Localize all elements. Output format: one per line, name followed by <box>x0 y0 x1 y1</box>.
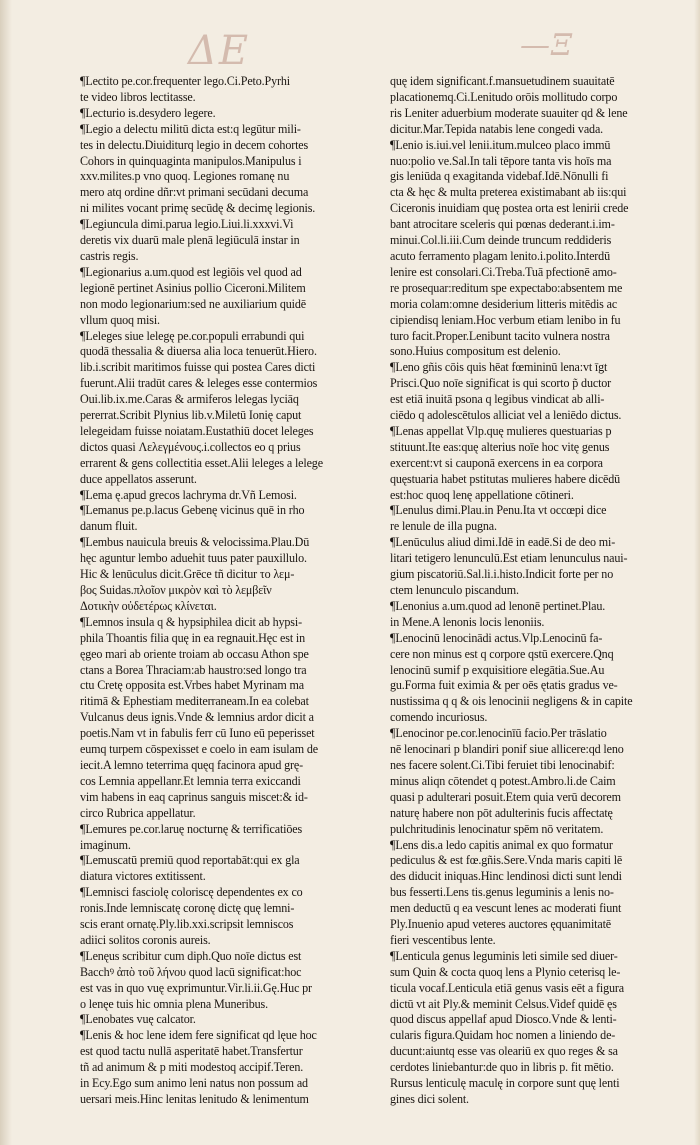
text-line: quodā thessalia & diuersa alia loca tenuerūt.Hiero. <box>80 344 317 359</box>
text-line: ¶Leno gñis cōis quis hēat fœmininū lena:vt īgt <box>390 360 608 375</box>
text-line: ¶Lenas appellat Vlp.quę mulieres questuarias p <box>390 423 612 438</box>
text-line: deretis vix duarū male plenā legiūculā instar in <box>80 233 300 248</box>
text-line: Ply.Inuenio apud veteres auctores ęquanimitatē <box>390 917 612 932</box>
text-line: ¶Lembus nauicula breuis & velocissima.Plau.Dū <box>80 535 310 550</box>
text-line: ęgeo mari ab oriente troiam ab occasu Athon spe <box>80 646 309 661</box>
text-line: stituunt.Ite eas:quę alterius noīe hoc vitę genus <box>390 439 610 454</box>
text-line: Hic & lenūculus dicit.Grēce tñ dicitur το λεμ- <box>80 567 295 582</box>
text-line: exercent:vt si cauponā exercens in ea corpora <box>390 455 603 470</box>
text-line: minus aliqn cōtendet q potest.Ambro.li.de Caim <box>390 773 616 788</box>
text-line: sum Quin & cocta quoq lens a Plynio ceterisq le- <box>390 964 621 979</box>
text-line: mero atq ordine dñr:vt primani secūdani decuma <box>80 185 309 200</box>
text-line: adiici solitos coronis aureis. <box>80 932 211 947</box>
text-line: Bacchꝰ ἀπὸ τοῦ λήνου quod lacū significat:hoc <box>80 964 302 979</box>
text-line: Rursus lenticulę maculę in corpore sunt quę lenti <box>390 1076 620 1091</box>
text-line: fuerunt.Alii tradūt cares & leleges esse contermios <box>80 376 318 391</box>
text-line: ¶Lemanus pe.p.lacus Gebenę vicinus quē in rho <box>80 503 305 518</box>
text-line: est:hoc quoq lenę appellatione cōtineri. <box>390 487 574 502</box>
text-line: ¶Lenis & hoc lene idem fere significat qd lęue hoc <box>80 1028 317 1043</box>
text-line: cularis figura.Quidam hoc nomen a liniendo de- <box>390 1028 616 1043</box>
text-line: cta & hęc & multa preterea existimabant ab iis:qui <box>390 185 627 200</box>
text-line: naturę habere non pōt adulterinis fucis affectatę <box>390 805 613 820</box>
text-line: ¶Lenonius a.um.quod ad lenonē pertinet.Plau. <box>390 598 606 613</box>
text-line: quasi p adulterari posuit.Etem quia verū decorem <box>390 789 621 804</box>
text-line: sono.Huius compositum est delenio. <box>390 344 561 359</box>
text-line: ¶Lenocinor pe.cor.lenocinīū facio.Per trāslatio <box>390 726 607 741</box>
text-line: phila Thoantis filia quę in ea regnauit.Hęc est in <box>80 630 306 645</box>
text-line: minui.Col.li.iii.Cum deinde truncum reddideris <box>390 233 612 248</box>
text-line: ronis.Inde lemniscatę coronę dictę quę lemni- <box>80 901 295 916</box>
text-line: Ciceronis inuidiam quę postea orta est lenirii crede <box>390 201 629 216</box>
text-line: ¶Lenęus scribitur cum diph.Quo noīe dictus est <box>80 948 302 963</box>
page-gutter-shadow <box>0 0 12 1145</box>
text-line: ctans a Borea Thraciam:ab haustro:sed longo tra <box>80 662 307 677</box>
text-line: re lenule de illa pugna. <box>390 519 497 534</box>
text-line: acuto ferramento plagam lenito.i.polito.Interdū <box>390 248 610 263</box>
text-line: lelegeidam fuisse noiatam.Eustathiū docet leleges <box>80 423 314 438</box>
text-line: lenire est consolari.Ci.Treba.Tuā pfectionē amo- <box>390 264 617 279</box>
text-line: est vas in quo vuę exprimuntur.Vir.li.ii.Gę.Huc pr <box>80 980 312 995</box>
text-line: scis erant ornatę.Ply.lib.xxi.scripsit lemniscos <box>80 917 294 932</box>
text-line: ¶Lenulus dimi.Plau.in Penu.Ita vt occœpi dice <box>390 503 607 518</box>
text-line: eumq turpem cōspexisset e coelo in eam isulam de <box>80 742 318 757</box>
text-line: nuo:polio ve.Sal.In tali tēpore tanta vis hoīs ma <box>390 153 612 168</box>
text-line: cere non minus est q corpore qstū exercere.Qnq <box>390 646 614 661</box>
text-line: ¶Lemuscatū premiū quod reportabāt:qui ex gla <box>80 853 300 868</box>
text-line: moria colam:omne desiderium litteris mitēdis ac <box>390 296 618 311</box>
text-line: lib.i.scribit maritimos fuisse qui postea Cares dicti <box>80 360 316 375</box>
text-line: Cohors in quinquaginta manipulos.Manipulus i <box>80 153 302 168</box>
text-line: ¶Lenobates vuę calcator. <box>80 1012 196 1027</box>
page-edge <box>694 0 700 1145</box>
text-line: in Ecy.Ego sum animo leni natus non possum ad <box>80 1076 308 1091</box>
text-line: cipiendisq leniam.Hoc verbum etiam lenibo in fu <box>390 312 621 327</box>
text-line: te video libros lectitasse. <box>80 89 196 104</box>
text-line: comendo incuriosus. <box>390 710 488 725</box>
text-line: xxv.milites.p vno quoq. Legiones romanę nu <box>80 169 290 184</box>
text-line: ¶Lenocinū lenocinādi actus.Vlp.Lenocinū fa- <box>390 630 603 645</box>
text-line: legionē pertinet Asinius pollio Ciceroni.Militem <box>80 280 306 295</box>
text-line: ¶Lectito pe.cor.frequenter lego.Ci.Peto.Pyrhi <box>80 74 290 88</box>
text-line: ciēdo q adolescētulos alliciat vel a leniēdo dictus. <box>390 408 622 423</box>
text-line: danum fluit. <box>80 519 138 534</box>
text-line: ¶Lenūculus aliud dimi.Idē in eadē.Si de deo mi- <box>390 535 616 550</box>
text-line: bus fesserti.Lens tis.genus leguminis a lenis no- <box>390 885 614 900</box>
text-line: re prosequar:reditum spe expectabo:absentem me <box>390 280 623 295</box>
text-line: castris regis. <box>80 248 139 263</box>
text-line: turo facit.Proper.Lenibunt tacito vulnera nostra <box>390 328 610 343</box>
text-line: placationemq.Ci.Lenitudo orōis mollitudo corpo <box>390 89 618 104</box>
text-line: ¶Legionarius a.um.quod est legiōis vel quod ad <box>80 264 302 279</box>
text-line: ¶Lenticula genus leguminis leti simile sed diuer- <box>390 948 618 963</box>
text-line: tñ ad animum & p miti modestoq accipif.Teren. <box>80 1060 304 1075</box>
text-line: men deductū q ea vescunt lenes ac moderati fiunt <box>390 901 622 916</box>
text-line: quęstuaria habet pstitutas mulieres habere dicēdū <box>390 471 621 486</box>
text-line: Δοτικὴν οὐδετέρως κλίνεται. <box>80 598 217 613</box>
text-line: ¶Legio a delectu militū dicta est:q legūtur mili- <box>80 121 301 136</box>
text-line: ¶Lecturio is.desydero legere. <box>80 105 216 120</box>
text-line: Prisci.Quo noīe significat is qui scorto p̃ ductor <box>390 376 612 391</box>
text-line: circo Rubrica appellatur. <box>80 805 196 820</box>
text-line: cerdotes liniebantur:de quo in libris p. fit mētio. <box>390 1060 614 1075</box>
text-line: pediculus & est fœ.gñis.Sere.Vnda maris capiti lē <box>390 853 623 868</box>
text-line: non modo legionarium:sed ne auxiliarium quidē <box>80 296 307 311</box>
right-text-column <box>390 74 678 1108</box>
text-line: ris Leniter aduerbium moderate suauiter qd & lene <box>390 105 628 120</box>
text-line: duce appellatos asserunt. <box>80 471 197 486</box>
text-line: in Mene.A lenonis locis lenoniis. <box>390 614 545 629</box>
text-line: ticula vocaf.Lenticula etiā genus vasis eēt a figura <box>390 980 624 995</box>
text-line: ¶Leleges siue lelegę pe.cor.populi errabundi qui <box>80 328 305 343</box>
text-line: quod discus appellaf apud Diosco.Vnde & lenti- <box>390 1012 617 1027</box>
text-line: imaginum. <box>80 837 131 852</box>
text-line: ¶Lemnisci fasciolę coloriscę dependentes ex co <box>80 885 303 900</box>
foliation-mark-left: ΔE <box>188 28 251 74</box>
text-line: nes facere solent.Ci.Tibi feruiet tibi lenocinabif: <box>390 757 615 772</box>
text-line: des diducit iniquas.Hinc lendinosi dicti sunt lendi <box>390 869 622 884</box>
foliation-mark-right: —Ξ <box>520 28 574 63</box>
text-line: hęc aguntur lembo aduehit tuus pater pauxillulo. <box>80 551 307 566</box>
text-line: gium piscatoriū.Sal.li.i.histo.Indicit forte per no <box>390 567 614 582</box>
text-line: nē lenocinari p blandiri ponif siue allicere:qd leno <box>390 742 624 757</box>
text-line: pulchritudinis lenocinatur spēm nō veritatem. <box>390 821 604 836</box>
text-line: Vulcanus deus ignis.Vnde & lemnius ardor dicit a <box>80 710 314 725</box>
text-line: ducunt:aiuntq esse vas oleariū ex quo reges & sa <box>390 1044 618 1059</box>
text-line: gis leniūda q exagitanda videbaf.Idē.Nōnulli fi <box>390 169 609 184</box>
text-line: ¶Lens dis.a ledo capitis animal ex quo formatur <box>390 837 613 852</box>
text-line: dictos quasi Λελεγμένους.i.collectos eo q prius <box>80 439 301 454</box>
text-line: fieri vescentibus lente. <box>390 932 496 947</box>
text-line: errarent & gens collectitia esset.Alii leleges a lelege <box>80 455 323 470</box>
text-line: ¶Lemnos insula q & hypsiphilea dicit ab hypsi- <box>80 614 302 629</box>
text-line: ctu Cretę opposita est.Vrbes habet Myrinam ma <box>80 678 304 693</box>
text-line: vim habens in eaq caprinus sanguis miscet:& id- <box>80 789 308 804</box>
text-line: dicitur.Mar.Tepida natabis lene congedi vada. <box>390 121 604 136</box>
text-line: est quod tactu nullā asperitatē habet.Transfertur <box>80 1044 303 1059</box>
text-line: vllum quoq misi. <box>80 312 160 327</box>
text-line: gu.Forma fuit eximia & per oēs ętatis gradus ve- <box>390 678 618 693</box>
text-line: o lenęe tuis hic omnia plena Muneribus. <box>80 996 268 1011</box>
text-line: iecit.A lemno teterrima quęq facinora apud grę- <box>80 757 303 772</box>
text-line: poetis.Nam vt in fabulis ferr cū Iuno eū peperisset <box>80 726 315 741</box>
text-line: ritimā & Ephestiam mediterraneam.In ea colebat <box>80 694 309 709</box>
text-line: βος Suidas.πλοῖον μικρὸν καὶ τὸ λεμβεῖν <box>80 583 272 597</box>
text-line: uersari meis.Hinc lenitas lenitudo & lenimentum <box>80 1092 309 1106</box>
text-line: Oui.lib.ix.me.Caras & armiferos lelegas lyciāq <box>80 392 299 407</box>
left-text-column <box>80 74 370 1108</box>
text-line: lenocinū sumif p exquisitiore elegātia.Sue.Au <box>390 662 605 677</box>
text-line: dictū vt ait Ply.& meminit Celsus.Videf quidē ęs <box>390 996 617 1011</box>
text-line: ¶Lenio is.iui.vel lenii.itum.mulceo placo immū <box>390 137 611 152</box>
text-line: ctem lenunculo piscandum. <box>390 583 519 597</box>
text-line: gines dici solent. <box>390 1092 469 1106</box>
text-line: ¶Lema ę.apud grecos lachryma dr.Vñ Lemosi. <box>80 487 297 502</box>
text-line: diatura victores extitissent. <box>80 869 206 884</box>
text-line: est etiā inuitā psona q legibus vindicat ab alli- <box>390 392 605 407</box>
text-line: litari tetigero lenunculū.Est etiam lenunculus naui- <box>390 551 628 566</box>
text-line: ni milites vocant primę secūdę & decimę legionis. <box>80 201 316 216</box>
text-line: tes in delectu.Diuiditurq legio in decem cohortes <box>80 137 309 152</box>
text-line: quę idem significant.f.mansuetudinem suauitatē <box>390 74 615 88</box>
text-line: cos Lemnia appellanr.Et lemnia terra exiccandi <box>80 773 301 788</box>
text-line: ¶Lemures pe.cor.laruę nocturnę & terrificatiōes <box>80 821 303 836</box>
text-line: ¶Legiuncula dimi.parua legio.Liui.li.xxxvi.Vi <box>80 217 294 232</box>
text-line: nustissima q q & ois lenocinii negligens & in capite <box>390 694 633 709</box>
text-line: pererrat.Scribit Plynius lib.v.Miletū Ionię caput <box>80 408 302 423</box>
text-line: bant atrocitare sceleris qui pœnas dederant.i.im- <box>390 217 615 232</box>
